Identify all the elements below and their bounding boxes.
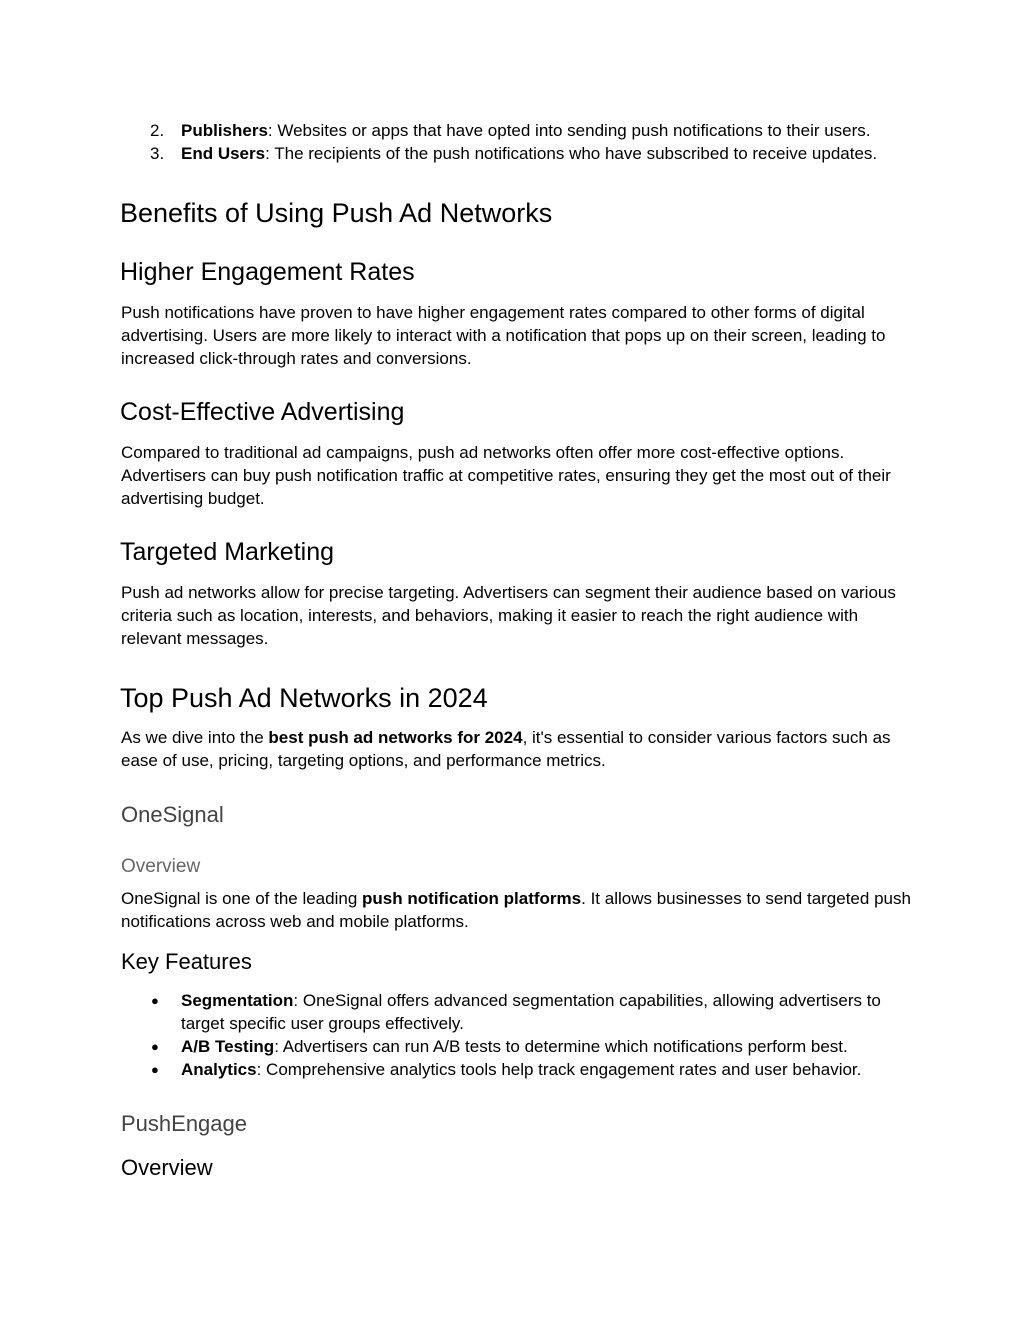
list-item xyxy=(121,989,911,1035)
feature-text: : Advertisers can run A/B tests to determine which notifications perform best. xyxy=(274,1037,848,1056)
list-item xyxy=(121,142,911,165)
onesignal-overview-paragraph xyxy=(121,887,911,933)
engagement-paragraph: Push notifications have proven to have higher engagement rates compared to other forms of digital advertising. Users are more likely to interact with a notification that pops up on their screen, leading to increased click-through rates and conversions. xyxy=(121,303,886,368)
list-item xyxy=(121,1035,911,1058)
list-term: Publishers xyxy=(181,121,268,140)
list-text: : The recipients of the push notifications who have subscribed to receive updates. xyxy=(265,144,878,163)
bullet-icon: ● xyxy=(151,1039,159,1054)
bullet-icon: ● xyxy=(151,993,159,1008)
pushengage-heading: PushEngage xyxy=(121,1111,247,1136)
intro-text: , it's essential to consider various factors such as ease of use, pricing, targeting options, and performance metrics. xyxy=(121,728,891,770)
targeted-paragraph: Push ad networks allow for precise targeting. Advertisers can segment their audience based on various criteria such as location, interests, and behaviors, making it easier to reach the right audience with relevant messages. xyxy=(121,583,896,648)
list-text: : Websites or apps that have opted into sending push notifications to their users. xyxy=(267,121,871,140)
top-networks-intro xyxy=(121,726,911,772)
intro-bold: best push ad networks for 2024 xyxy=(268,728,523,747)
bullet-icon: ● xyxy=(151,1062,159,1077)
list-term: End Users xyxy=(181,144,266,163)
key-features-heading: Key Features xyxy=(121,949,252,974)
list-item xyxy=(121,119,911,142)
cost-paragraph: Compared to traditional ad campaigns, push ad networks often offer more cost-effective options. Advertisers can buy push notification traffic at competitive rates, ensuring they get the most out of their advertising budget. xyxy=(121,443,891,508)
top-networks-heading: Top Push Ad Networks in 2024 xyxy=(120,683,488,713)
cost-heading: Cost-Effective Advertising xyxy=(120,398,405,426)
onesignal-overview-heading: Overview xyxy=(121,856,201,877)
list-marker: 3. xyxy=(150,144,165,163)
targeted-heading: Targeted Marketing xyxy=(120,538,335,566)
feature-text: : Comprehensive analytics tools help track engagement rates and user behavior. xyxy=(256,1060,862,1079)
intro-text: As we dive into the xyxy=(121,728,269,747)
overview-bold: push notification platforms xyxy=(362,889,582,908)
onesignal-heading: OneSignal xyxy=(121,802,224,827)
benefits-heading: Benefits of Using Push Ad Networks xyxy=(120,198,553,228)
pushengage-overview-heading: Overview xyxy=(121,1155,213,1180)
feature-text: : OneSignal offers advanced segmentation capabilities, allowing advertisers to target specific user groups effectively. xyxy=(181,991,881,1033)
feature-term: Analytics xyxy=(181,1060,257,1079)
feature-term: Segmentation xyxy=(181,991,294,1010)
engagement-heading: Higher Engagement Rates xyxy=(120,258,415,286)
overview-text: OneSignal is one of the leading xyxy=(121,889,363,908)
feature-term: A/B Testing xyxy=(181,1037,275,1056)
list-marker: 2. xyxy=(150,121,165,140)
overview-text: . It allows businesses to send targeted push notifications across web and mobile platforms. xyxy=(121,889,911,931)
list-item xyxy=(121,1058,911,1081)
